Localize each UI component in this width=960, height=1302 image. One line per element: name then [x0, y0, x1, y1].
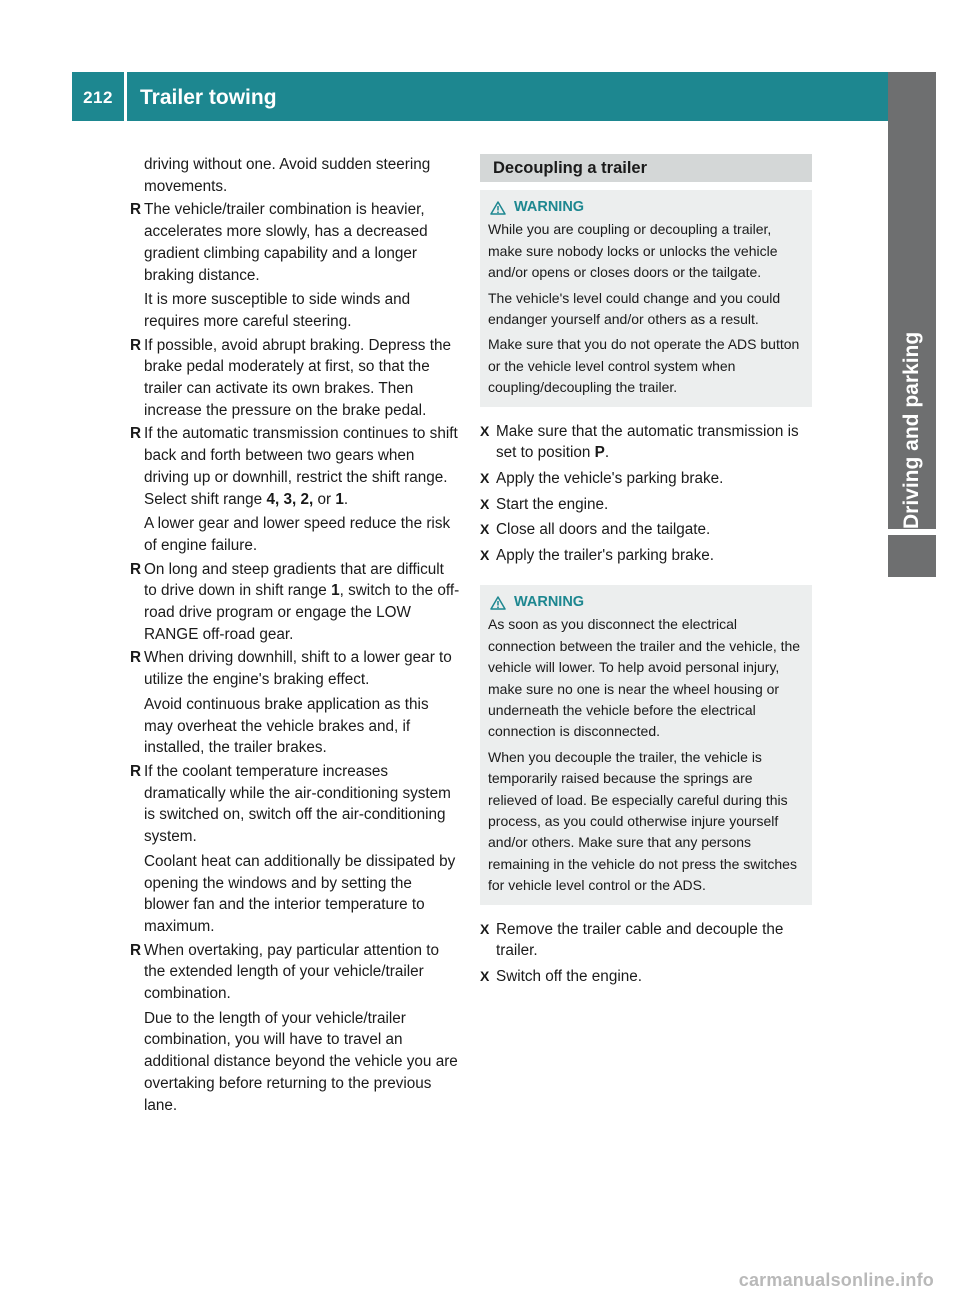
shift-range-one: 1: [335, 490, 344, 508]
step-marker: X: [480, 967, 490, 984]
bullet-subtext: Due to the length of your vehicle/trailer combination, you will have to travel an additional distance beyond the vehicle you are overtaking before returning to the previous lane.: [144, 1009, 458, 1114]
text-run: or: [313, 490, 336, 508]
list-item: [480, 966, 812, 988]
warning-header: [490, 592, 804, 613]
warning-box: [480, 190, 812, 407]
gear-position: P: [594, 444, 605, 462]
list-item: [130, 761, 460, 848]
bullet-text: When driving downhill, shift to a lower gear to utilize the engine's braking effect.: [144, 649, 452, 689]
step-text: Switch off the engine.: [496, 967, 642, 985]
list-item: [480, 919, 812, 962]
bullet-subtext: It is more susceptible to side winds and requires more careful steering.: [144, 291, 411, 330]
bullet-marker: R: [130, 762, 142, 780]
header-divider: [124, 72, 127, 121]
bullet-text: The vehicle/trailer combination is heavier, accelerates more slowly, has a decreased gradient climbing capability and a longer braking distance.: [144, 201, 428, 284]
bullet-text: When overtaking, pay particular attention to the extended length of your vehicle/trailer combination.: [144, 941, 440, 1003]
warning-box: [480, 585, 812, 905]
step-marker: X: [480, 920, 490, 937]
chapter-title: Trailer towing: [140, 86, 277, 109]
page-number: 212: [83, 88, 113, 107]
list-item: [130, 940, 460, 1005]
shift-range-one: 1: [331, 582, 340, 600]
bullet-text: [144, 559, 460, 646]
list-item: [130, 199, 460, 286]
side-tab-marker: [888, 535, 936, 577]
warning-triangle-icon: [490, 201, 506, 215]
left-column: [130, 154, 460, 1116]
step-marker: X: [480, 547, 490, 564]
right-column: [480, 154, 812, 988]
steps-list: [480, 421, 812, 567]
watermark: carmanualsonline.info: [738, 1270, 934, 1290]
steps-list: [480, 919, 812, 988]
side-tab-label: [888, 72, 936, 529]
list-item: [480, 468, 812, 490]
bullet-marker: R: [130, 201, 142, 219]
warning-header: [490, 197, 804, 218]
text-run: .: [343, 490, 349, 508]
text-run: , switch to the off-road drive program or engage the LOW RANGE off-road gear.: [144, 582, 460, 643]
warning-text: When you decouple the trailer, the vehicle is temporarily raised because the springs are relieved of load. Be especially careful during this process, as you could otherwise injure yourself and/or others. Make sure that any persons remaining in the vehicle do not press the switches for vehicle level control or the ADS.: [488, 748, 797, 894]
step-marker: X: [480, 495, 490, 512]
list-item: [480, 519, 812, 541]
step-text: Apply the vehicle's parking brake.: [496, 470, 724, 488]
list-item: [130, 559, 460, 646]
warning-label: WARNING: [514, 199, 585, 215]
list-item: [130, 423, 460, 510]
bullet-marker: R: [130, 941, 142, 959]
warning-text: The vehicle's level could change and you could endanger yourself and/or others as a result.: [488, 289, 781, 328]
list-item: [130, 335, 460, 422]
bullet-subtext: Coolant heat can additionally be dissipated by opening the windows and by setting the blower fan and the interior temperature to maximum.: [144, 852, 456, 935]
bullet-subtext: A lower gear and lower speed reduce the risk of engine failure.: [144, 515, 451, 554]
text-run: If the automatic transmission continues to shift back and forth between two gears when driving up or downhill, restrict the shift range. Select shift range: [144, 425, 458, 508]
warning-text: Make sure that you do not operate the ADS button or the vehicle level control system when coupling/decoupling the trailer.: [488, 336, 800, 396]
bullet-marker: R: [130, 336, 142, 354]
bullet-text: If the coolant temperature increases dramatically while the air-conditioning system is switched on, switch off the air-conditioning system.: [144, 762, 451, 846]
step-marker: X: [480, 521, 490, 538]
bullet-subtext: Avoid continuous brake application as this may overheat the vehicle brakes and, if installed, the trailer brakes.: [144, 695, 429, 757]
step-text: Start the engine.: [496, 495, 609, 513]
bullet-text: [144, 423, 460, 510]
warning-label: WARNING: [514, 593, 585, 610]
text-run: On long and steep gradients that are difficult to drive down in shift range: [144, 560, 444, 600]
step-text: [496, 421, 812, 464]
bullet-marker: R: [130, 425, 142, 443]
warning-triangle-icon: [490, 596, 506, 610]
bullet-marker: R: [130, 560, 142, 578]
list-item: [480, 494, 812, 516]
step-text: Apply the trailer's parking brake.: [496, 547, 715, 565]
text-run: Make sure that the automatic transmission is set to position: [496, 422, 799, 462]
warning-text: While you are coupling or decoupling a trailer, make sure nobody locks or unlocks the vehicle and/or opens or closes doors or the tailgate.: [488, 221, 778, 281]
section-title: Decoupling a trailer: [480, 154, 812, 182]
warning-text: As soon as you disconnect the electrical connection between the trailer and the vehicle, the vehicle will lower. To help avoid personal injury, make sure no one is near the wheel housing or underneath the vehicle before the electrical connection is disconnected.: [488, 616, 801, 740]
list-item: [130, 647, 460, 690]
text-run: .: [604, 444, 610, 462]
list-item: [480, 545, 812, 567]
bullet-marker: R: [130, 649, 142, 667]
intro-continuation: driving without one. Avoid sudden steering movements.: [144, 156, 431, 195]
side-tab-label-text: Driving and parking: [900, 331, 923, 529]
step-text: Close all doors and the tailgate.: [496, 521, 711, 539]
step-marker: X: [480, 422, 490, 439]
step-marker: X: [480, 470, 490, 487]
list-item: [480, 421, 812, 464]
step-text: Remove the trailer cable and decouple the trailer.: [496, 920, 784, 960]
bullet-text: If possible, avoid abrupt braking. Depress the brake pedal moderately at first, so that the trailer can activate its own brakes. Then increase the pressure on the brake pedal.: [144, 336, 451, 419]
shift-range-values: 4, 3, 2,: [266, 490, 314, 508]
